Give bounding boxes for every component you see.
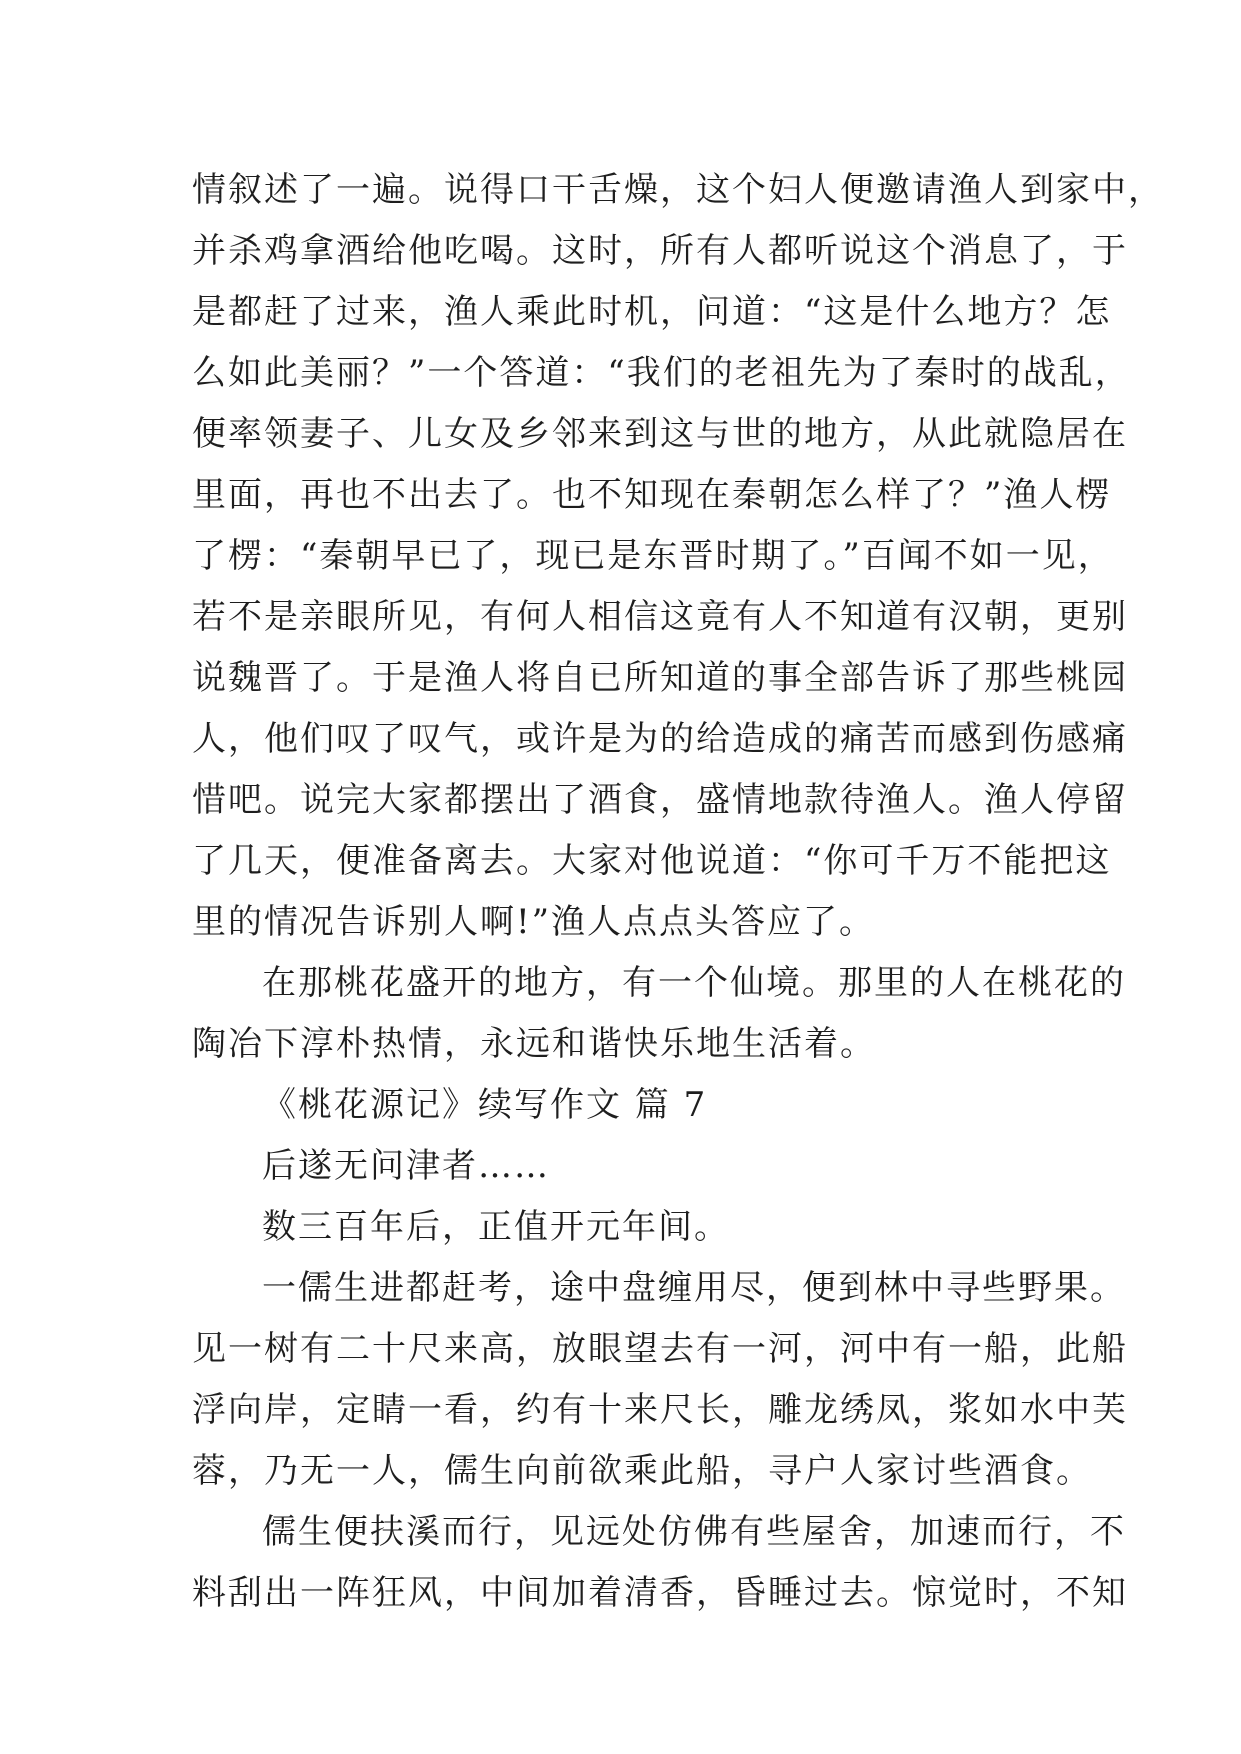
- text-line: 浮向岸，定睛一看，约有十来尺长，雕龙绣凤，浆如水中芙: [192, 1390, 1128, 1430]
- text-line: 了几天，便准备离去。大家对他说道：“你可千万不能把这: [192, 841, 1112, 881]
- text-line: 惜吧。说完大家都摆出了酒食，盛情地款待渔人。渔人停留: [192, 780, 1128, 820]
- text-line: 是都赶了过来，渔人乘此时机，问道：“这是什么地方？怎: [192, 292, 1112, 332]
- text-line: 说魏晋了。于是渔人将自已所知道的事全部告诉了那些桃园: [192, 658, 1128, 698]
- paragraph-first-line: 后遂无问津者……: [262, 1146, 550, 1186]
- text-line: 情叙述了一遍。说得口干舌燥，这个妇人便邀请渔人到家中，: [192, 170, 1164, 210]
- paragraph-first-line: 在那桃花盛开的地方，有一个仙境。那里的人在桃花的: [262, 963, 1126, 1003]
- text-line: 见一树有二十尺来高，放眼望去有一河，河中有一船，此船: [192, 1329, 1128, 1369]
- text-line: 便率领妻子、儿女及乡邻来到这与世的地方，从此就隐居在: [192, 414, 1128, 454]
- section-heading: 《桃花源记》续写作文 篇 7: [262, 1085, 708, 1125]
- text-line: 里的情况告诉别人啊!”渔人点点头答应了。: [192, 902, 876, 942]
- paragraph-first-line: 儒生便扶溪而行，见远处仿佛有些屋舍，加速而行，不: [262, 1512, 1126, 1552]
- text-line: 么如此美丽？”一个答道：“我们的老祖先为了秦时的战乱，: [192, 353, 1131, 393]
- text-line: 料刮出一阵狂风，中间加着清香，昏睡过去。惊觉时，不知: [192, 1573, 1128, 1613]
- text-line: 蓉，乃无一人，儒生向前欲乘此船，寻户人家讨些酒食。: [192, 1451, 1092, 1491]
- text-line: 若不是亲眼所见，有何人相信这竟有人不知道有汉朝，更别: [192, 597, 1128, 637]
- text-line: 里面，再也不出去了。也不知现在秦朝怎么样了？”渔人楞: [192, 475, 1112, 515]
- paragraph-first-line: 数三百年后，正值开元年间。: [262, 1207, 730, 1247]
- text-line: 并杀鸡拿酒给他吃喝。这时，所有人都听说这个消息了，于: [192, 231, 1128, 271]
- paragraph-first-line: 一儒生进都赶考，途中盘缠用尽，便到林中寻些野果。: [262, 1268, 1126, 1308]
- text-line: 陶冶下淳朴热情，永远和谐快乐地生活着。: [192, 1024, 876, 1064]
- text-line: 了楞：“秦朝早已了，现已是东晋时期了。”百闻不如一见，: [192, 536, 1114, 576]
- text-line: 人，他们叹了叹气，或许是为的给造成的痛苦而感到伤感痛: [192, 719, 1128, 759]
- document-body: [192, 160, 1164, 1624]
